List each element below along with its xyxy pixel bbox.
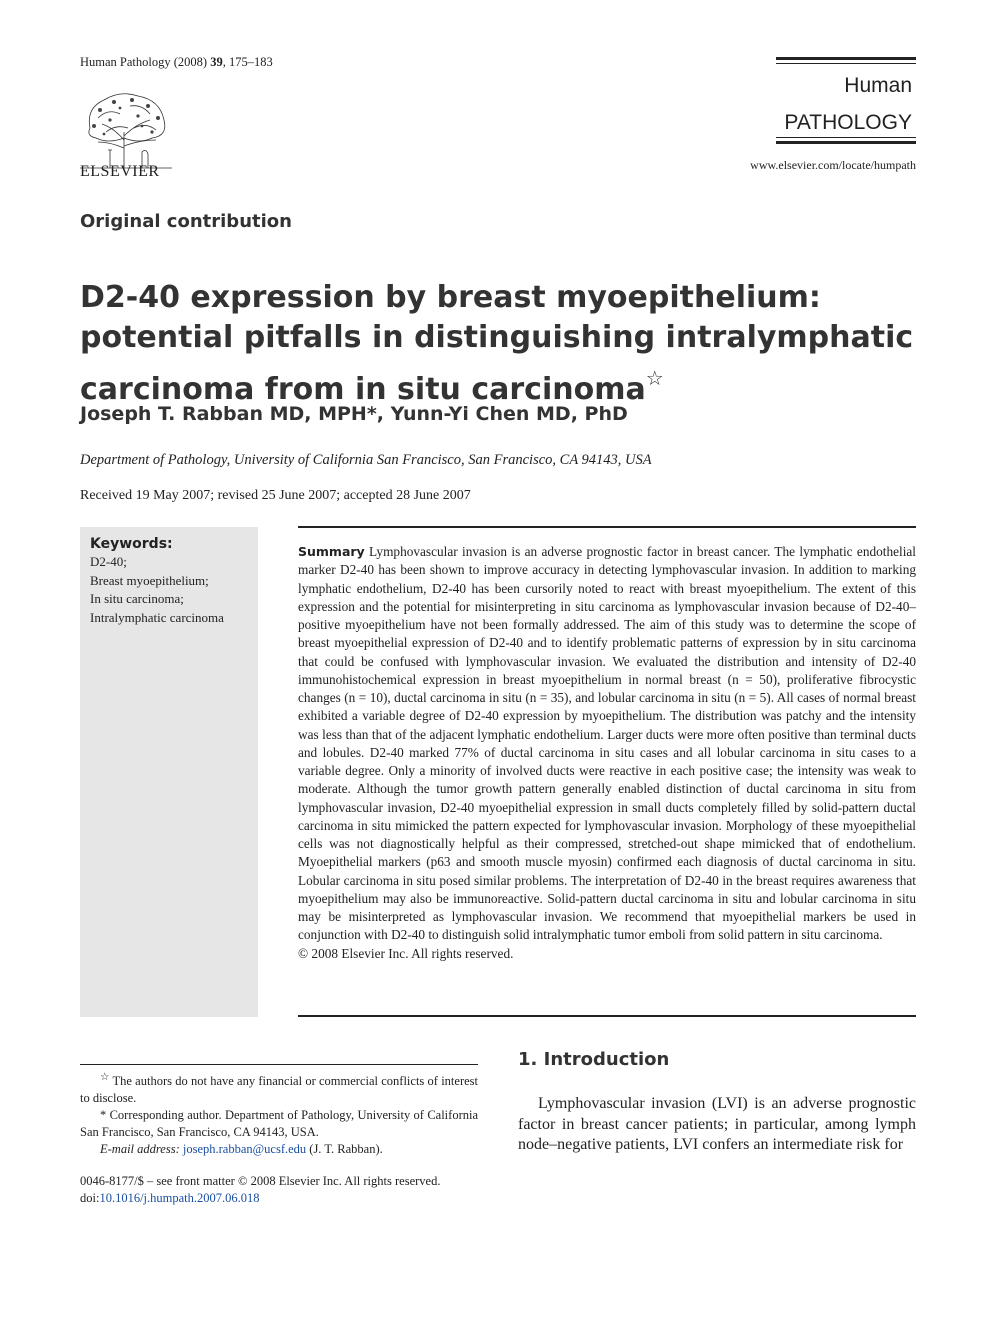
front-matter (80, 1173, 480, 1207)
summary-bottom-rule (298, 1015, 916, 1017)
doi-prefix: doi: (80, 1191, 100, 1205)
doi-line (80, 1190, 480, 1207)
email-suffix: (J. T. Rabban). (306, 1142, 383, 1157)
email-label: E-mail address: (100, 1142, 180, 1157)
introduction-paragraph: Lymphovascular invasion (LVI) is an adverse prognostic factor in breast cancer patients; in particular, among lymph node–negative patients, LVI confers an intermediate risk for (518, 1095, 916, 1153)
footnote-disclosure-text: The authors do not have any financial or commercial conflicts of interest to disclose. (80, 1074, 478, 1106)
citation-volume: 39 (210, 55, 223, 69)
journal-logo-rule (776, 141, 916, 144)
citation-journal: Human Pathology (80, 55, 171, 69)
front-matter-copyright: 0046-8177/$ – see front matter © 2008 Elsevier Inc. All rights reserved. (80, 1174, 441, 1188)
journal-citation (80, 55, 273, 70)
summary-label: Summary (298, 544, 365, 559)
summary-copyright: © 2008 Elsevier Inc. All rights reserved. (298, 945, 514, 961)
keyword-item: In situ carcinoma; (90, 591, 184, 606)
keywords-list (90, 553, 224, 627)
keyword-item: Breast myoepithelium; (90, 572, 209, 588)
footnote-email (80, 1141, 478, 1158)
footnote-disclosure (80, 1069, 478, 1107)
journal-url[interactable]: www.elsevier.com/locate/humpath (750, 158, 916, 172)
abstract-summary (298, 543, 916, 963)
author-affiliation: Department of Pathology, University of California San Francisco, San Francisco, CA 94143, USA (80, 452, 652, 468)
journal-logo-rule (776, 57, 916, 60)
keyword-item: D2-40; (90, 554, 127, 569)
footnote-rule (80, 1064, 478, 1065)
citation-pages: , 175–183 (222, 55, 273, 69)
doi-link[interactable]: 10.1016/j.humpath.2007.06.018 (99, 1191, 260, 1205)
publisher-wordmark: ELSEVIER (80, 163, 160, 180)
footnote-corresponding-author: * Corresponding author. Department of Pathology, University of California San Francisco, San Francisco, CA 94143, USA. (80, 1108, 478, 1140)
journal-logo-human: Human (844, 74, 912, 97)
author-list: Joseph T. Rabban MD, MPH*, Yunn-Yi Chen MD, PhD (80, 403, 628, 425)
title-line: potential pitfalls in distinguishing intralymphatic (80, 320, 914, 355)
journal-logo-rule (776, 63, 916, 64)
footnotes (80, 1069, 478, 1158)
keyword-item: Intralymphatic carcinoma (90, 609, 224, 625)
title-footnote-star-icon[interactable]: ☆ (645, 366, 664, 390)
title-line: D2-40 expression by breast myoepithelium: (80, 280, 821, 315)
summary-top-rule (298, 526, 916, 528)
summary-text: Lymphovascular invasion is an adverse prognostic factor in breast cancer. The lymphatic endothelial marker D2-40 has been shown to improve accuracy in detecting lymphovascular invasion. In addition to marking lymphatic endothelium, D2-40 has been cursorily noted to react with breast myoepithelium. The extent of this expression and the potential for misinterpreting in situ carcinoma as lymphovascular invasion because of D2-40–positive myoepithelium have not been formally addressed. The aim of this study was to determine the scope of breast myoepithelial expression of D2-40 and to identify problematic patterns of expression by in situ carcinoma that could be confused with lymphovascular invasion. We evaluated the distribution and intensity of D2-40 immunohistochemical expression in breast myoepithelium in normal breast (n = 50), proliferative fibrocystic changes (n = 10), ductal carcinoma in situ (n = 35), and lobular carcinoma in situ (n = 5). All cases of normal breast exhibited a variable degree of D2-40 expression by myoepithelium. The distribution was patchy and the intensity was less than that of the adjacent lymphatic endothelium. Larger ducts were more often positive than terminal ducts and lobules. D2-40 marked 77% of ductal carcinoma in situ cases and all lobular carcinoma in situ cases to a variable degree. Only a minority of involved ducts were reactive in each positive case; the intensity was weak to moderate. Although the tumor growth pattern generally enabled distinction of ductal carcinoma in situ from lymphovascular invasion, D2-40 myoepithelial expression in small ducts completely filled by solid-pattern ductal carcinoma in situ mimicked the pattern expected for lymphovascular invasion. Morphology of these myoepithelial cells was not diagnostically helpful as their compressed, stretched-out shape mimicked that of endothelium. Myoepithelial markers (p63 and smooth muscle myosin) confirmed each diagnosis of ductal carcinoma in situ. Lobular carcinoma in situ posed similar problems. The interpretation of D2-40 in the breast requires awareness that myoepithelium may also be immunoreactive. Solid-pattern ductal carcinoma in situ and lobular carcinoma in situ may be misinterpreted as lymphovascular invasion. We recommend that myoepithelial markers be used in conjunction with D2-40 to distinguish solid intralymphatic tumor emboli from solid pattern in situ carcinoma. (298, 544, 916, 943)
introduction-body (518, 1094, 916, 1156)
journal-logo-pathology: PATHOLOGY (784, 111, 912, 134)
title-line-text: carcinoma from in situ carcinoma (80, 372, 646, 407)
introduction-heading: 1. Introduction (518, 1049, 670, 1070)
citation-year: (2008) (173, 55, 208, 69)
article-title (80, 278, 914, 410)
journal-logo-rule (776, 137, 916, 138)
article-dates: Received 19 May 2007; revised 25 June 2007; accepted 28 June 2007 (80, 488, 471, 503)
keywords-title: Keywords: (90, 536, 173, 552)
footnote-star-icon: ☆ (100, 1072, 110, 1083)
article-type: Original contribution (80, 211, 292, 232)
email-link[interactable]: joseph.rabban@ucsf.edu (182, 1142, 307, 1157)
